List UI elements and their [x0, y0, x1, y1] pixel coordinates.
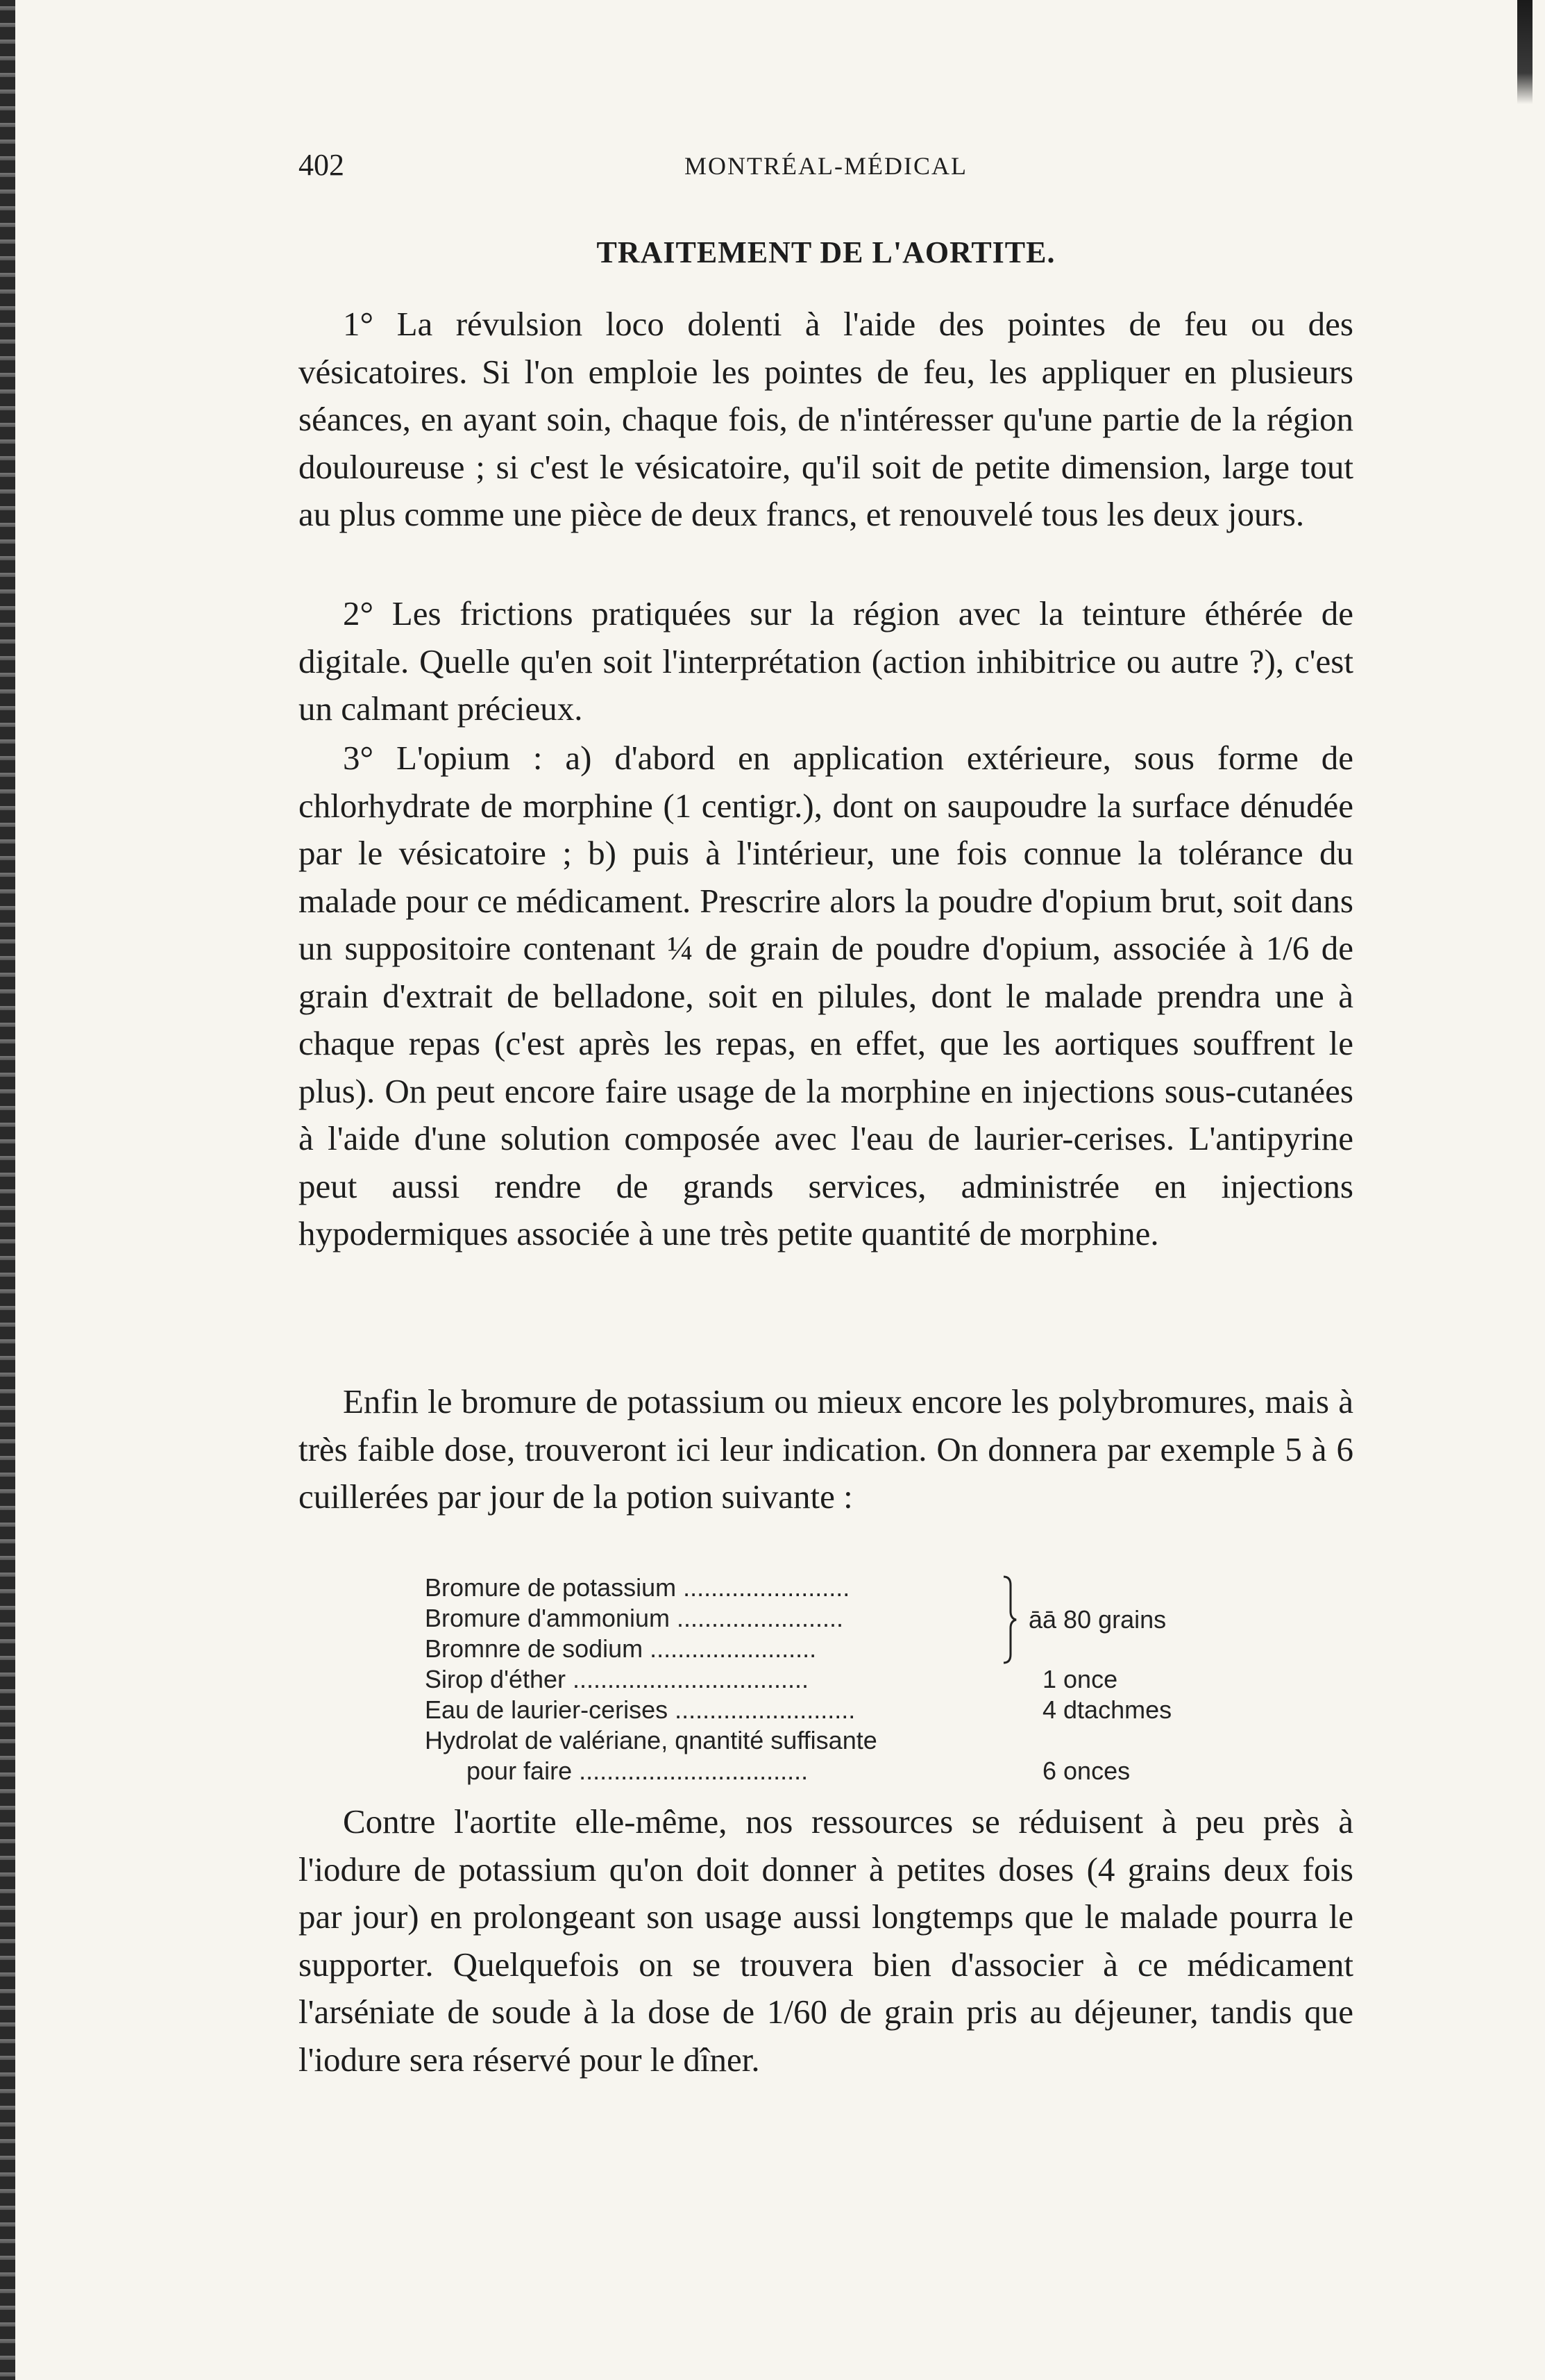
prescription-formula	[425, 1573, 1313, 1786]
journal-title: MONTRÉAL-MÉDICAL	[684, 152, 968, 180]
prescription-row	[425, 1573, 1313, 1603]
paragraph-revulsion	[298, 301, 1353, 539]
ingredient-name: pour faire .................................	[466, 1757, 809, 1785]
book-binding-edge	[0, 0, 15, 2380]
ingredient-name: Eau de laurier-cerises ..........................	[425, 1695, 856, 1724]
ingredient-quantity: 6 onces	[1042, 1757, 1131, 1785]
ingredient-quantity: 1 once	[1042, 1665, 1118, 1693]
paragraph-text: Enfin le bromure de potassium ou mieux encore les polybromures, mais à très faible dose, trouveront ici leur indication. On donnera par exemple 5 à 6 cuillerées par jour de la potion suivante :	[298, 1382, 1353, 1516]
paragraph-text: Contre l'aortite elle-même, nos ressources se réduisent à peu près à l'iodure de potassium qu'on doit donner à petites doses (4 grains deux fois par jour) en prolongeant son usage aussi longtemps que le malade pourra le supporter. Quelquefois on se trouvera bien d'associer à ce médicament l'arséniate de soude à la dose de 1/60 de grain pris au déjeuner, tandis que l'iodure sera réservé pour le dîner.	[298, 1802, 1353, 2079]
scan-corner-mark	[1517, 0, 1533, 104]
brace-icon	[1001, 1575, 1018, 1664]
page-number: 402	[298, 148, 344, 182]
prescription-row	[425, 1664, 1313, 1695]
paragraph-iodure	[298, 1798, 1353, 2084]
paragraph-text: 2° Les frictions pratiquées sur la région avec la teinture éthérée de digitale. Quelle qu'en soit l'interprétation (action inhibitrice ou autre ?), c'est un calmant précieux.	[298, 594, 1353, 728]
prescription-row	[425, 1756, 1313, 1786]
prescription-row	[425, 1725, 1313, 1756]
prescription-row	[425, 1695, 1313, 1725]
ingredient-name: Sirop d'éther ..................................	[425, 1665, 809, 1693]
ingredient-name: Bromure d'ammonium ........................	[425, 1604, 844, 1632]
ingredient-name: Bromure de potassium ........................	[425, 1573, 850, 1602]
prescription-row	[425, 1634, 1313, 1664]
paragraph-opium	[298, 735, 1353, 1258]
running-head	[298, 147, 1353, 189]
paragraph-bromures	[298, 1378, 1353, 1521]
prescription-row	[425, 1603, 1313, 1634]
paragraph-frictions	[298, 590, 1353, 733]
paragraph-text: 3° L'opium : a) d'abord en application extérieure, sous forme de chlorhydrate de morphine (1 centigr.), dont on saupoudre la surface dénudée par le vésicatoire ; b) puis à l'intérieur, une fois connue la tolérance du malade pour ce médicament. Prescrire alors la poudre d'opium brut, soit dans un suppositoire contenant ¼ de grain de poudre d'opium, associée à 1/6 de grain d'extrait de belladone, soit en pilules, dont le malade prendra une à chaque repas (c'est après les repas, en effet, que les aortiques souffrent le plus). On peut encore faire usage de la morphine en injections sous-cutanées à l'aide d'une solution composée avec l'eau de laurier-cerises. L'antipyrine peut aussi rendre de grands services, administrée en injections hypodermiques associée à une très petite quantité de morphine.	[298, 739, 1353, 1252]
ingredient-quantity: 4 dtachmes	[1042, 1695, 1172, 1724]
ana-quantity: āā 80 grains	[1029, 1605, 1167, 1634]
ingredient-name: Hydrolat de valériane, qnantité suffisante	[425, 1726, 877, 1754]
section-title: TRAITEMENT DE L'AORTITE.	[596, 235, 1056, 269]
paragraph-text: 1° La révulsion loco dolenti à l'aide des pointes de feu ou des vésicatoires. Si l'on emploie les pointes de feu, les appliquer en plusieurs séances, en ayant soin, chaque fois, de n'intéresser qu'une partie de la région douloureuse ; si c'est le vésicatoire, qu'il soit de petite dimension, large tout au plus comme une pièce de deux francs, et renouvelé tous les deux jours.	[298, 305, 1353, 533]
ingredient-name: Bromnre de sodium ........................	[425, 1634, 817, 1663]
